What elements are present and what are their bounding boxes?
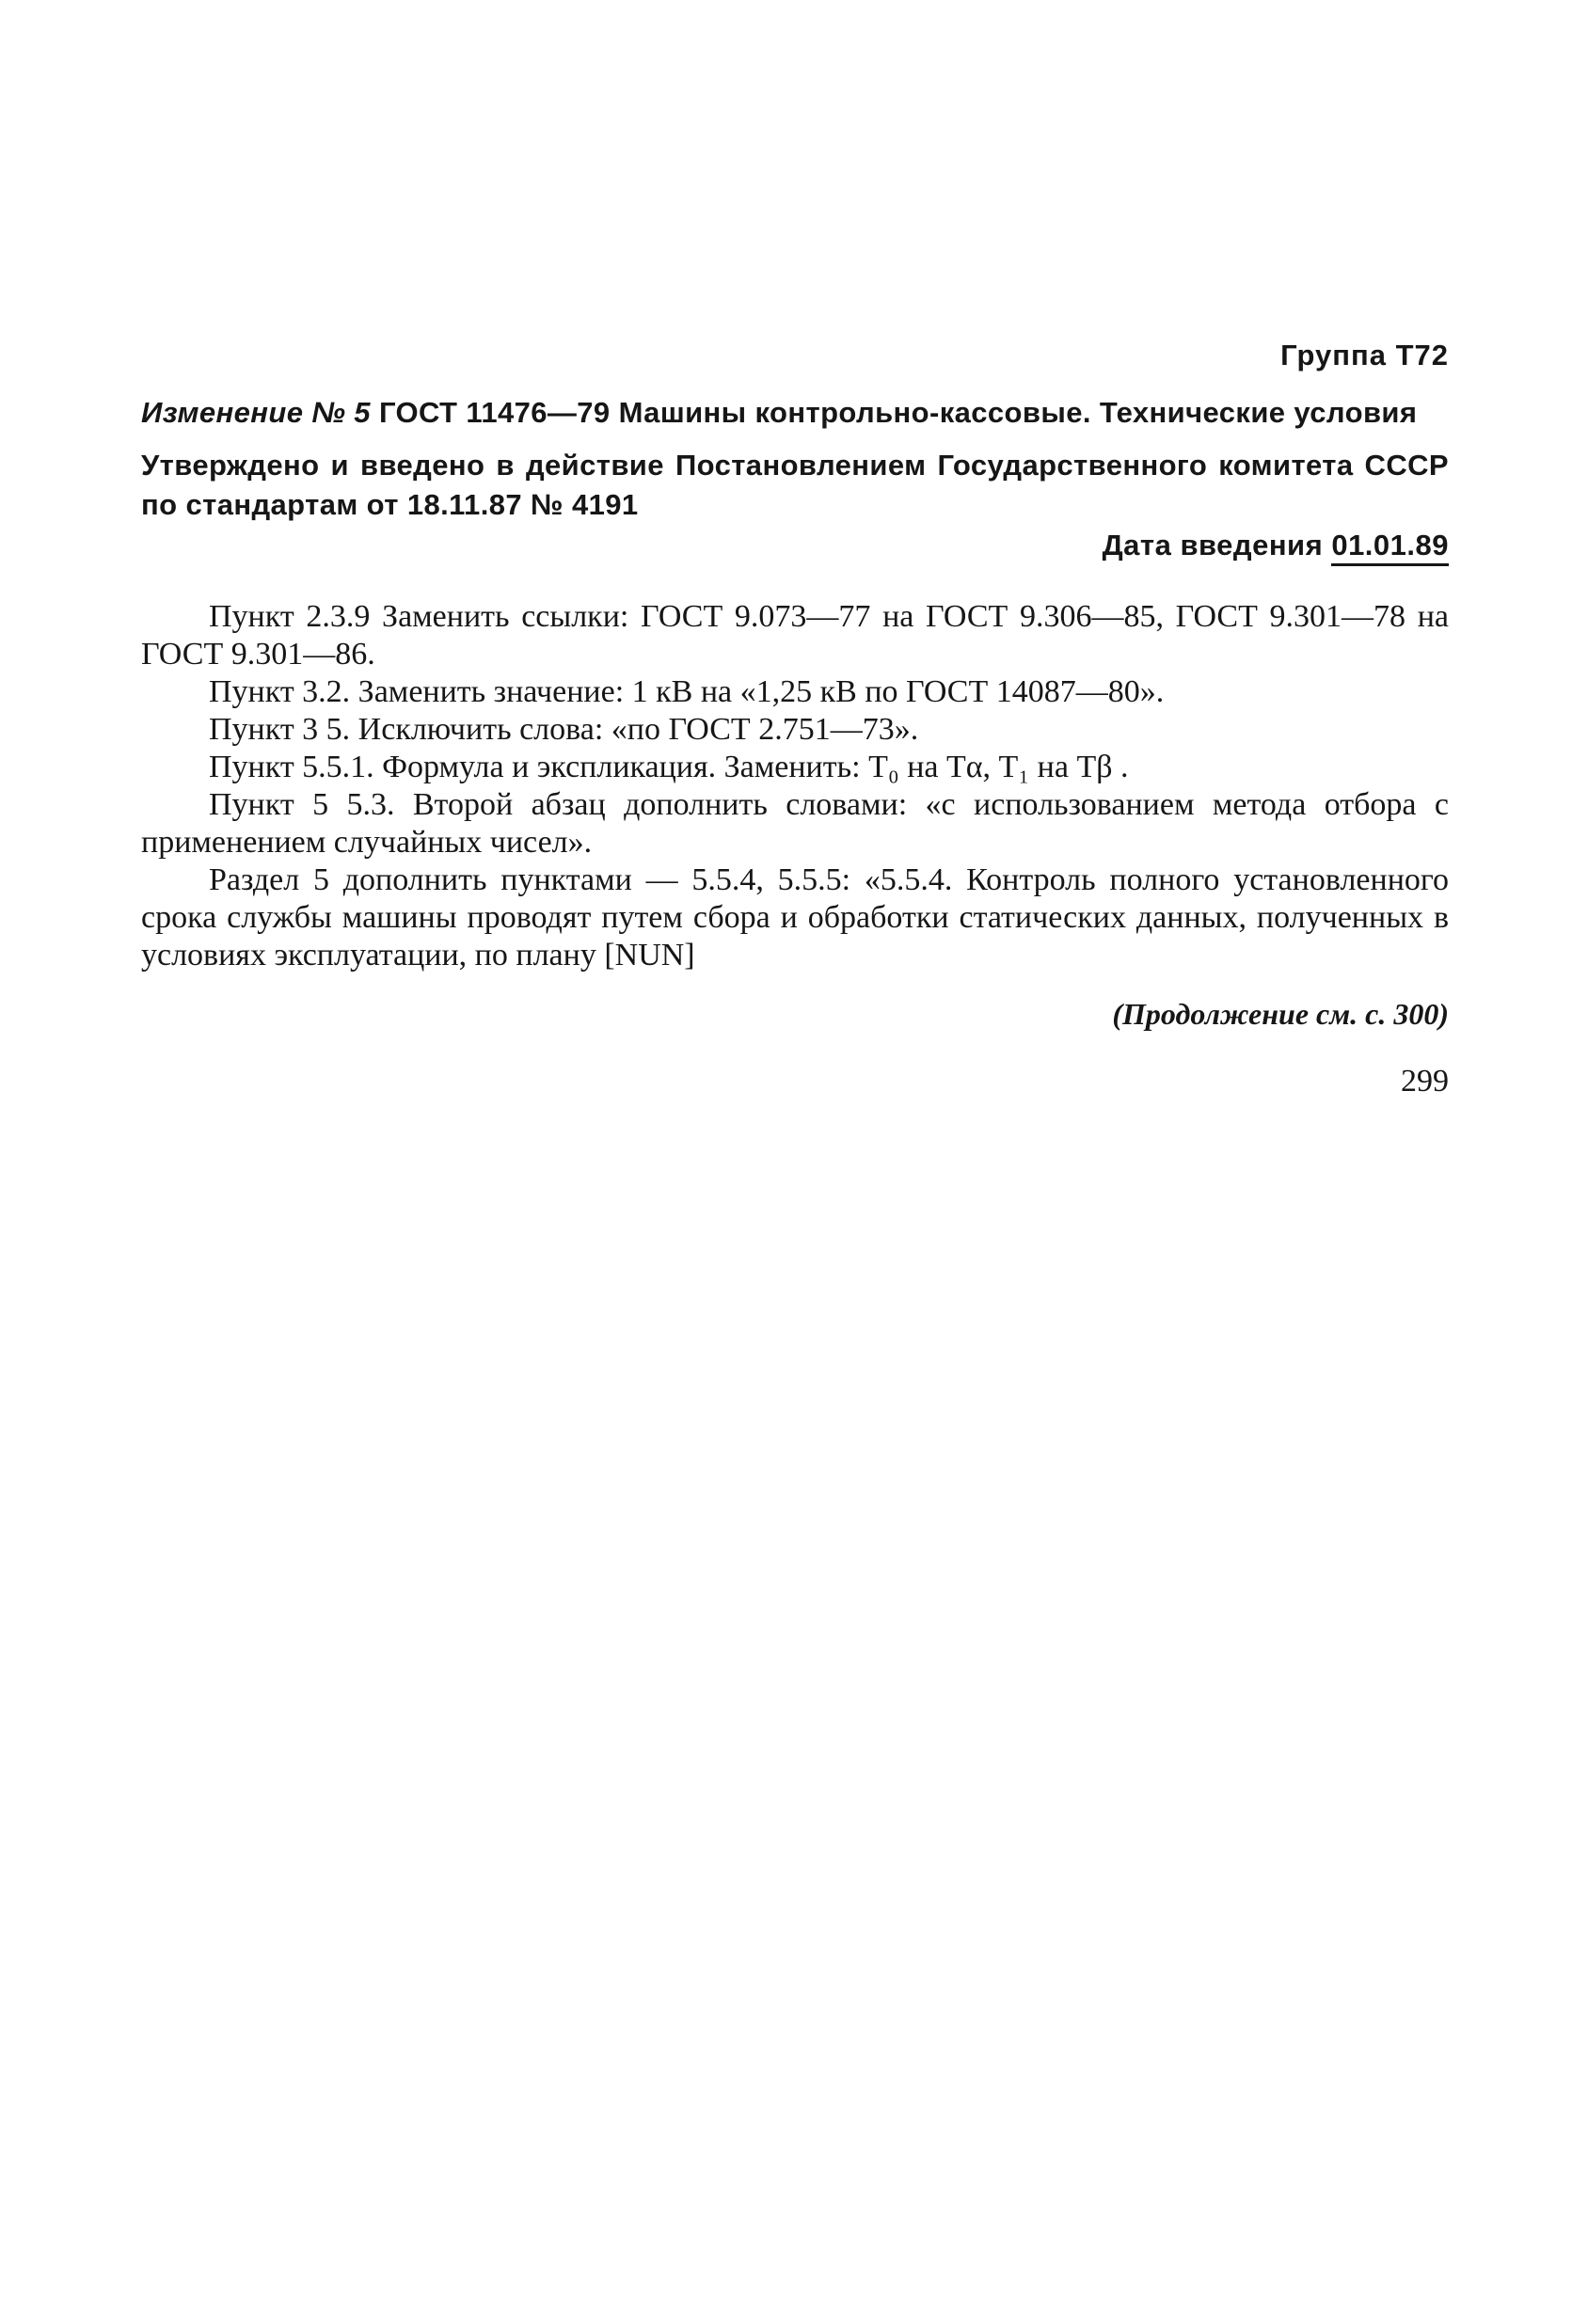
- approval-statement: Утверждено и введено в действие Постановлением Государственного комитета СССР по стандартам от 18.11.87 № 4191: [141, 449, 1449, 521]
- amendment-title-text: ГОСТ 11476—79 Машины контрольно-кассовые. Технические условия: [378, 396, 1418, 429]
- amendment-body: [141, 598, 1449, 974]
- paragraph-5-5-3: Пункт 5 5.3. Второй абзац дополнить словами: «с использованием метода отбора с применением случайных чисел».: [141, 787, 1449, 860]
- effective-date-line: [141, 529, 1449, 562]
- paragraph-2-3-9: Пункт 2.3.9 Заменить ссылки: ГОСТ 9.073—77 на ГОСТ 9.306—85, ГОСТ 9.301—78 на ГОСТ 9.301—86.: [141, 599, 1449, 672]
- paragraph-3-5: Пункт 3 5. Исключить слова: «по ГОСТ 2.751—73».: [209, 712, 919, 747]
- effective-date-label: Дата введения: [1102, 529, 1324, 561]
- group-code: Группа Т72: [1280, 339, 1449, 372]
- amendment-number: Изменение № 5: [141, 396, 371, 429]
- continuation-note: (Продолжение см. с. 300): [1112, 997, 1449, 1031]
- page-number: 299: [1401, 1064, 1449, 1099]
- paragraph-3-2: Пункт 3.2. Заменить значение: 1 кВ на «1,25 кВ по ГОСТ 14087—80».: [209, 674, 1165, 709]
- document-page: [141, 339, 1449, 1099]
- effective-date-value: 01.01.89: [1331, 529, 1449, 566]
- amendment-title: [141, 393, 1449, 433]
- paragraph-section-5: Раздел 5 дополнить пунктами — 5.5.4, 5.5.5: «5.5.4. Контроль полного установленного срока службы машины проводят путем сбора и обработки статических данных, полученных в условиях эксплуатации, по плану [NUN]: [141, 862, 1449, 972]
- paragraph-5-5-1: Пункт 5.5.1. Формула и экспликация. Заменить: T₀ на Tα, T₁ на Tβ .: [209, 750, 1129, 784]
